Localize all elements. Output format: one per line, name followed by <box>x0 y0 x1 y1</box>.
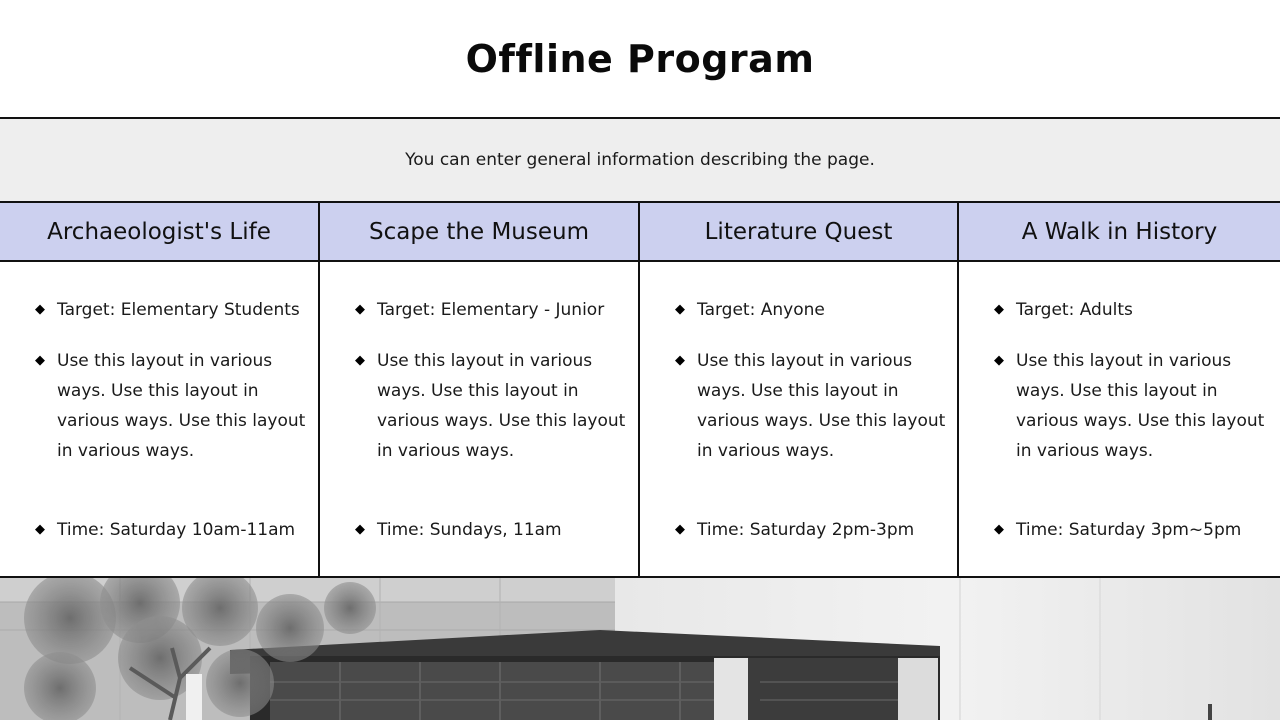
program-description <box>352 346 628 466</box>
program-column-archaeologists-life <box>0 203 320 576</box>
program-title: Literature Quest <box>640 203 957 262</box>
program-description-text: Use this layout in various ways. Use this layout in various ways. Use this layout in various ways. <box>57 351 306 461</box>
diamond-bullet-icon: ◆ <box>35 522 45 537</box>
program-target-text: Target: Anyone <box>697 300 825 320</box>
museum-building-photo <box>0 578 1280 720</box>
program-time-text: Time: Saturday 10am-11am <box>57 520 296 540</box>
page-info-text: You can enter general information describing the page. <box>405 150 875 170</box>
program-description-text: Use this layout in various ways. Use this layout in various ways. Use this layout in various ways. <box>697 351 946 461</box>
program-column-a-walk-in-history <box>959 203 1280 576</box>
program-time <box>352 515 628 545</box>
program-title: A Walk in History <box>959 203 1280 262</box>
program-time <box>991 515 1270 545</box>
program-title: Scape the Museum <box>320 203 638 262</box>
diamond-bullet-icon: ◆ <box>675 522 685 537</box>
program-title: Archaeologist's Life <box>0 203 318 262</box>
program-time <box>672 515 947 545</box>
program-time <box>32 515 308 545</box>
diamond-bullet-icon: ◆ <box>355 302 365 317</box>
diamond-bullet-icon: ◆ <box>35 353 45 368</box>
program-description <box>991 346 1270 466</box>
program-time-text: Time: Saturday 2pm-3pm <box>697 520 915 540</box>
diamond-bullet-icon: ◆ <box>994 522 1004 537</box>
diamond-bullet-icon: ◆ <box>675 302 685 317</box>
program-description <box>672 346 947 466</box>
program-target-text: Target: Elementary - Junior <box>377 300 605 320</box>
info-band <box>0 117 1280 201</box>
diamond-bullet-icon: ◆ <box>35 302 45 317</box>
program-description-text: Use this layout in various ways. Use this layout in various ways. Use this layout in various ways. <box>377 351 626 461</box>
program-description-text: Use this layout in various ways. Use this layout in various ways. Use this layout in various ways. <box>1016 351 1265 461</box>
page-title: Offline Program <box>465 37 815 81</box>
program-time-text: Time: Saturday 3pm~5pm <box>1016 520 1242 540</box>
program-target <box>672 295 947 325</box>
program-target <box>32 295 308 325</box>
program-table <box>0 201 1280 578</box>
diamond-bullet-icon: ◆ <box>994 302 1004 317</box>
diamond-bullet-icon: ◆ <box>355 353 365 368</box>
program-target <box>991 295 1270 325</box>
diamond-bullet-icon: ◆ <box>994 353 1004 368</box>
program-target <box>352 295 628 325</box>
diamond-bullet-icon: ◆ <box>675 353 685 368</box>
program-time-text: Time: Sundays, 11am <box>377 520 562 540</box>
program-description <box>32 346 308 466</box>
diamond-bullet-icon: ◆ <box>355 522 365 537</box>
program-column-literature-quest <box>640 203 959 576</box>
program-target-text: Target: Adults <box>1016 300 1133 320</box>
program-target-text: Target: Elementary Students <box>57 300 300 320</box>
program-column-scape-the-museum <box>320 203 640 576</box>
